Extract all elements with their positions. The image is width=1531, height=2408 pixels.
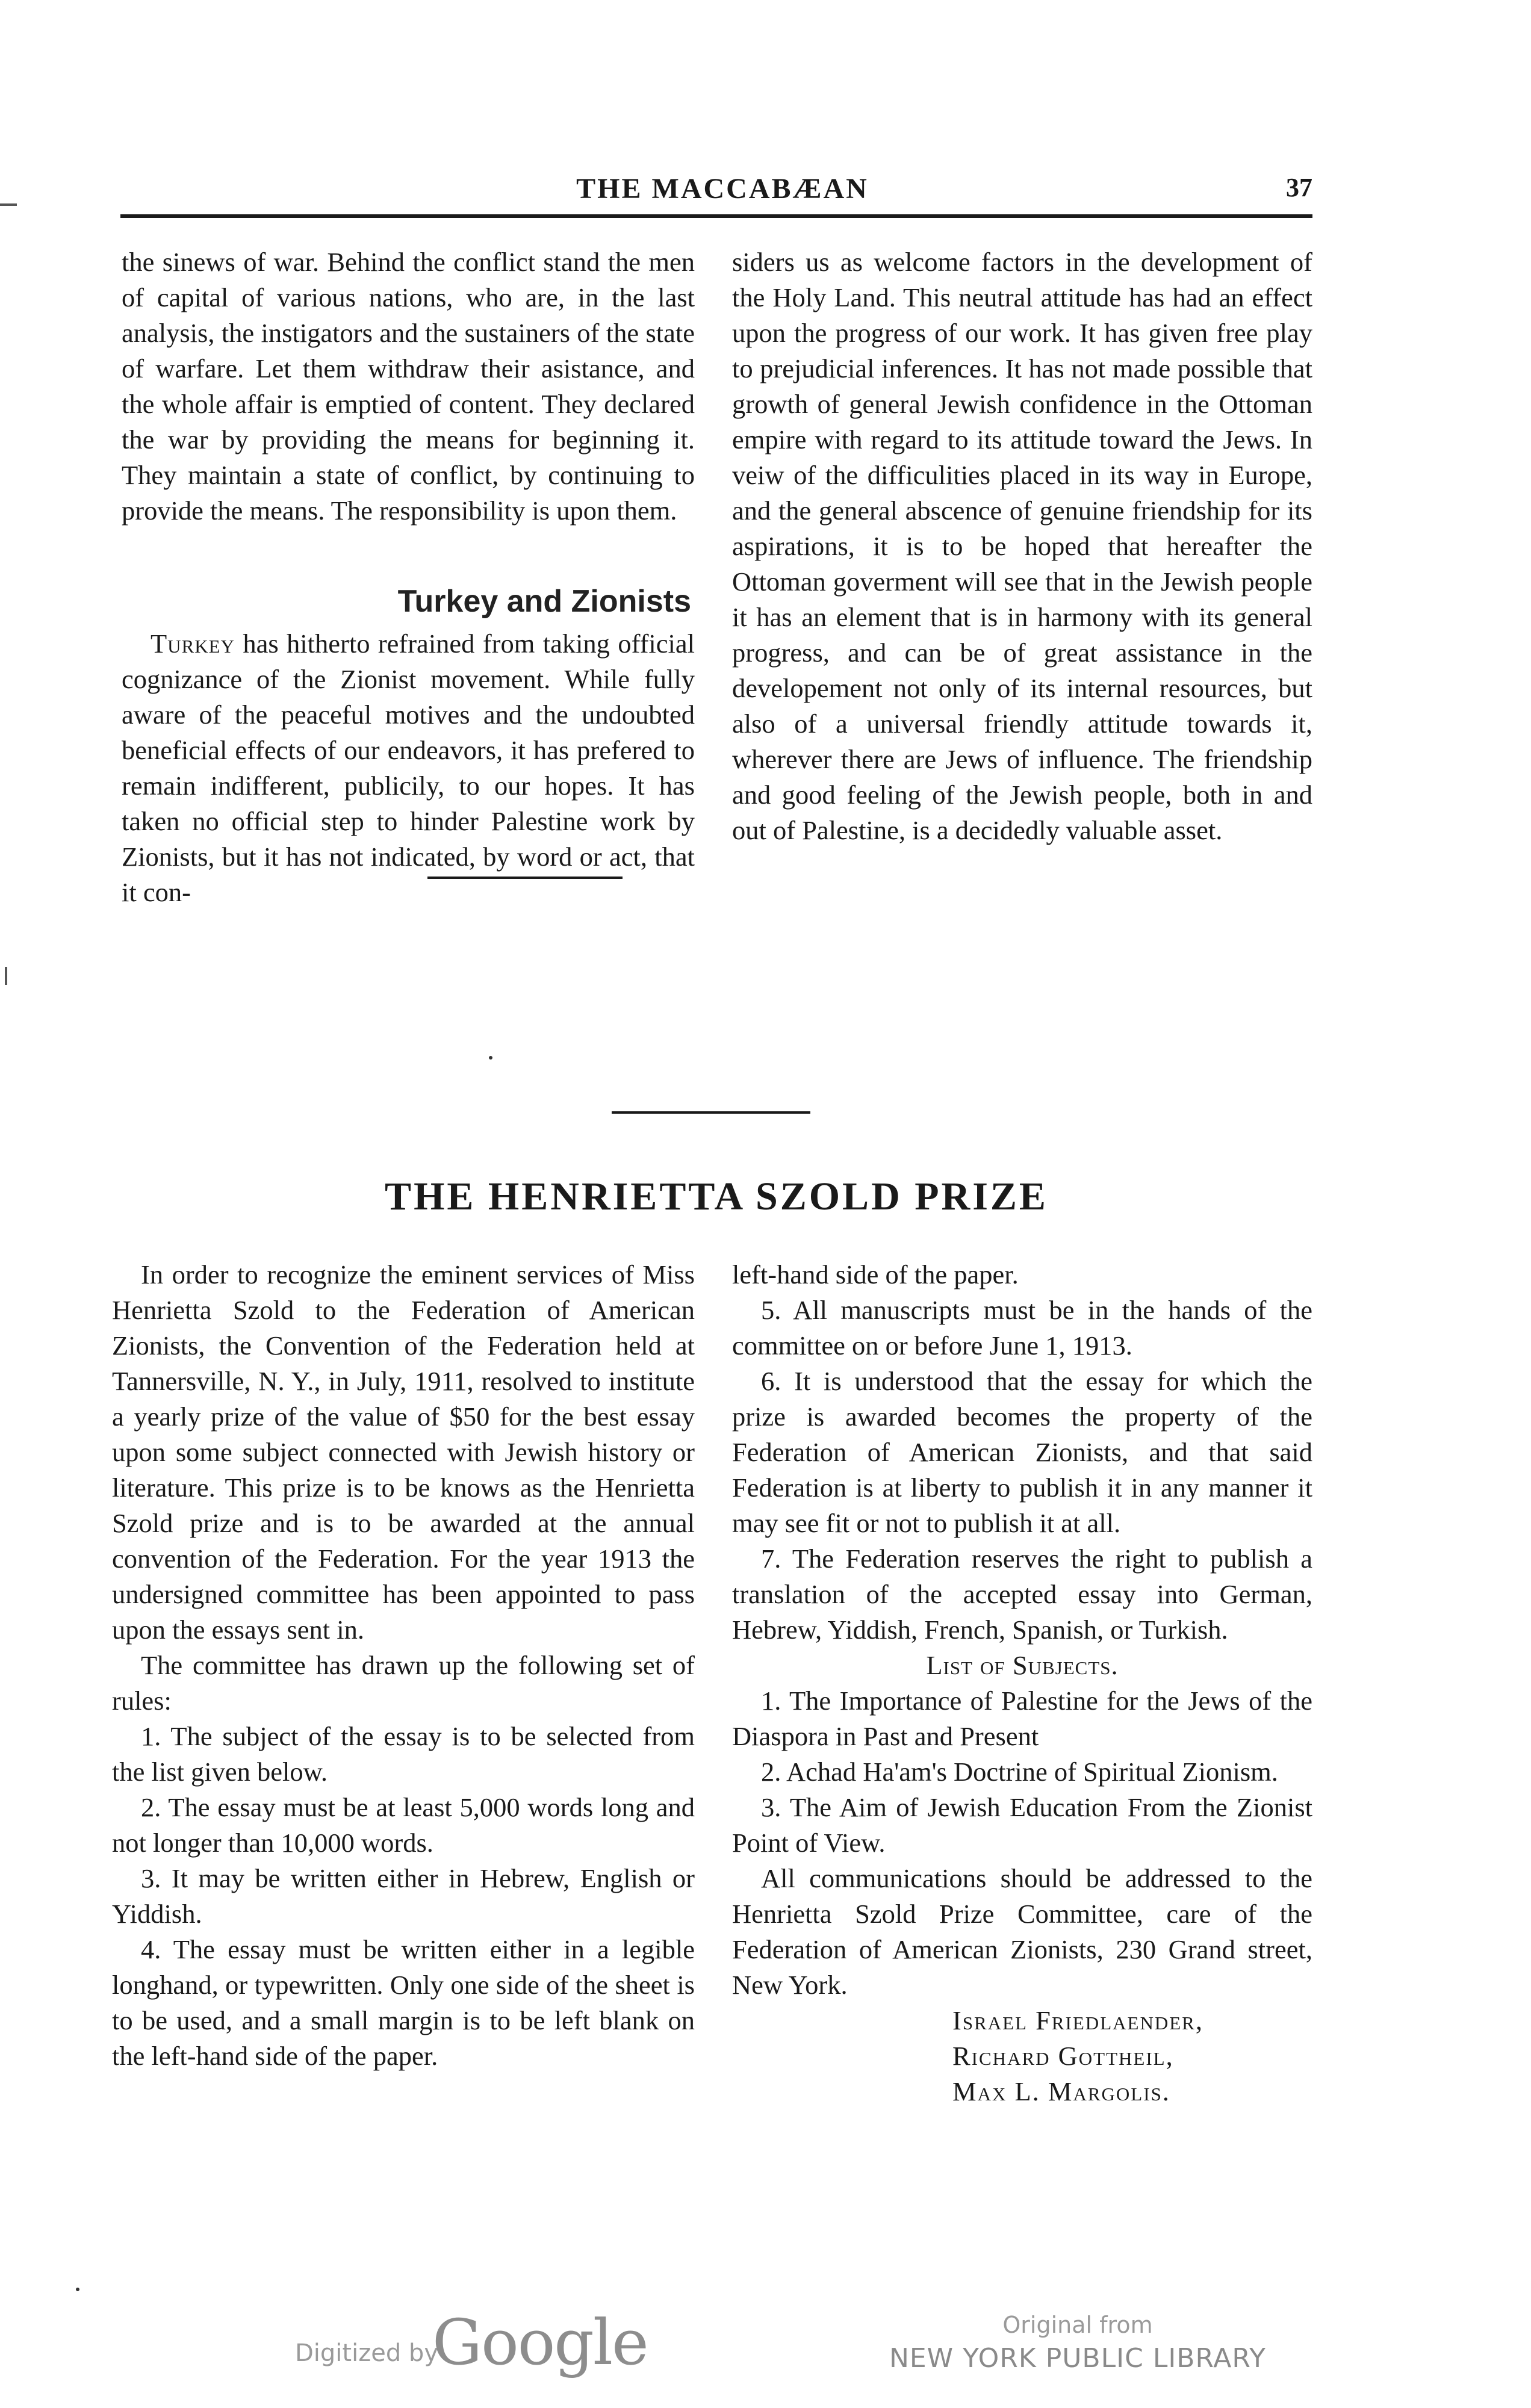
closing-paragraph: All communications should be addressed to the Henrietta Szold Prize Committee, care of the Federation of American Zionists, 230 Grand street, New York. — [732, 1863, 1312, 2000]
digitized-by-watermark — [295, 2306, 648, 2384]
rule-1: 1. The subject of the essay is to be selected from the list given below. — [112, 1721, 695, 1787]
stray-dot — [489, 1056, 492, 1060]
column-right-bottom — [732, 1257, 1312, 2109]
turkey-paragraph-continuation: siders us as welcome factors in the development of the Holy Land. This neutral attitude has had an effect upon the progress of our work. It has given free play to prejudicial inferences. It has not made possible that growth of general Jewish confidence in the Ottoman empire with regard to its attitude toward the Jews. In veiw of the difficulities placed in its way in Europe, and the general abscence of genuine friendship for its aspirations, it is to be hoped that hereafter the Ottoman goverment will see that in the Jewish people it has an element that is in harmony with its general progress, and can be of great assistance in the developement not only of its internal resources, but also of a universal friendly attitude towards it, wherever there are Jews of influence. The friendship and good feeling of the Jewish people, both in and out of Palestine, is a decidedly valuable asset. — [732, 247, 1312, 845]
page-number: 37 — [1286, 173, 1312, 202]
subject-3: 3. The Aim of Jewish Education From the Zionist Point of View. — [732, 1792, 1312, 1858]
list-of-subjects-heading: List of Subjects. — [926, 1650, 1119, 1680]
library-credit — [843, 2306, 1312, 2384]
section-divider — [427, 877, 623, 879]
running-head — [120, 172, 1312, 214]
header-rule — [120, 214, 1312, 218]
rule-3: 3. It may be written either in Hebrew, English or Yiddish. — [112, 1863, 695, 1929]
digitized-label: Digitized by — [295, 2339, 438, 2367]
subject-2: 2. Achad Ha'am's Doctrine of Spiritual Zionism. — [761, 1757, 1278, 1787]
rule-5: 5. All manuscripts must be in the hands of the committee on or before June 1, 1913. — [732, 1295, 1312, 1361]
signatory-3: Max L. Margolis. — [952, 2076, 1170, 2106]
column-left-bottom — [112, 1257, 695, 2074]
running-title: THE MACCABÆAN — [576, 173, 869, 205]
rule-4: 4. The essay must be written either in a legible longhand, or typewritten. Only one side of the sheet is to be used, and a small margin is to be left blank on the left-hand side of the paper. — [112, 1934, 695, 2071]
article-continuation-paragraph: the sinews of war. Behind the conflict stand the men of capital of various nations, who are, in the last analysis, the instigators and the sustainers of the state of warfare. Let them withdraw their asistance, and the whole affair is emptied of content. They declared the war by providing the means for beginning it. They maintain a state of conflict, by continuing to provide the means. The responsibility is upon them. — [122, 247, 695, 526]
rule-6: 6. It is understood that the essay for which the prize is awarded becomes the property of the Federation of American Zionists, and that said Federation is at liberty to publish it in any manner it may see fit or not to publish it at all. — [732, 1366, 1312, 1538]
prize-title: THE HENRIETTA SZOLD PRIZE — [385, 1175, 1048, 1218]
turkey-paragraph-text: has hitherto refrained from taking official cognizance of the Zionist movement. While fully aware of the peaceful motives and the undoubted beneficial effects of our endeavors, it has prefered to remain indifferent, publicily, to our hopes. It has taken no official step to hinder Palestine work by Zionists, but it has not indicated, by word or act, that it con- — [122, 628, 695, 907]
google-logo: Google — [432, 2306, 648, 2379]
rule-7: 7. The Federation reserves the right to publish a translation of the accepted essay into German, Hebrew, Yiddish, French, Spanish, or Turkish. — [732, 1544, 1312, 1645]
signatory-2: Richard Gottheil, — [952, 2041, 1174, 2071]
column-right-top — [732, 244, 1312, 848]
rule-4-continuation: left-hand side of the paper. — [732, 1259, 1019, 1289]
signatory-1: Israel Friedlaender, — [952, 2005, 1203, 2035]
lead-word: Turkey — [151, 628, 235, 659]
left-margin-bracket — [5, 967, 7, 985]
stray-dot — [76, 2288, 79, 2291]
prize-intro-paragraph: In order to recognize the eminent services of Miss Henrietta Szold to the Federation of American Zionists, the Convention of the Federation held at Tannersville, N. Y., in July, 1911, resolved to institute a yearly prize of the value of $50 for the best essay upon some subject connected with Jewish history or literature. This prize is to be knows as the Henrietta Szold prize and is to be awarded at the annual convention of the Federation. For the year 1913 the undersigned committee has been appointed to pass upon the essays sent in. — [112, 1259, 695, 1645]
rule-2: 2. The essay must be at least 5,000 words long and not longer than 10,000 words. — [112, 1792, 695, 1858]
column-left-top — [122, 244, 695, 910]
library-credit-line-1: Original from — [1002, 2312, 1153, 2338]
article-divider — [612, 1111, 810, 1114]
section-title-turkey-and-zionists: Turkey and Zionists — [397, 584, 691, 619]
subject-1: 1. The Importance of Palestine for the Jews of the Diaspora in Past and Present — [732, 1686, 1312, 1751]
rules-intro: The committee has drawn up the following set of rules: — [112, 1650, 695, 1716]
turkey-paragraph-start — [122, 626, 695, 910]
left-margin-tick — [0, 203, 17, 206]
library-credit-line-2: NEW YORK PUBLIC LIBRARY — [889, 2343, 1267, 2374]
